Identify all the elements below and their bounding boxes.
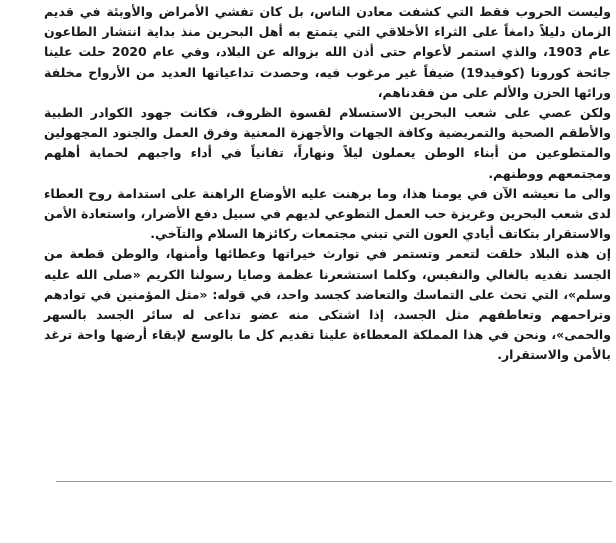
- paragraph-national-unity: إن هذه البلاد خلقت لتعمر وتستمر في توارث خيراتها وعطائها وأمنها، والوطن قطعة من الجسد نفديه بالغالي والنفيس، وكلما استشعرنا عظمة وصايا رسولنا الكريم «صلى الله عليه وسلم»، التي تحث على التماسك والتعاضد كجسد واحد، في قوله: «مثل المؤمنين في توادهم وتراحمهم وتعاطفهم مثل الجسد، إذا اشتكى منه عضو تداعى له سائر الجسد بالسهر والحمى»، ونحن في هذا المملكة المعطاءة علينا تقديم كل ما بالوسع لإبقاء أرضها واحة ترغد بالأمن والاستقرار.: [44, 246, 611, 363]
- article-body: [44, 2, 611, 366]
- paragraph-epidemics: وليست الحروب فقط التي كشفت معادن الناس، بل كان تفشي الأمراض والأوبئة في قديم الزمان دليلاً دامغاً على الثراء الأخلاقي التي يتمتع به أهل البحرين منذ بداية انتشار الطاعون عام 1903، والذي استمر لأعوام حتى أذن الله بزواله عن البلاد، وفي عام 2020 حلت علينا جائحة كورونا (كوفيد19) ضيفاً غير مرغوب فيه، وحصدت تداعياتها العديد من الأرواح مخلفة ورائها الحزن والألم على من فقدناهم،: [44, 4, 611, 100]
- paragraph-frontline-efforts: ولكن عصي على شعب البحرين الاستسلام لقسوة الظروف، فكانت جهود الكوادر الطبية والأطقم الصحية والتمريضية وكافة الجهات والأجهزة المعنية وفرق العمل والجنود المجهولين والمتطوعين من أبناء الوطن يعملون ليلاً ونهاراً، تفانياً في أداء واجبهم لحماية أهلهم ومجتمعهم ووطنهم.: [44, 105, 611, 181]
- bottom-divider: [56, 481, 612, 482]
- paragraph-volunteer-spirit: والى ما نعيشه الآن في يومنا هذا، وما برهنت عليه الأوضاع الراهنة على استدامة روح العطاء لدى شعب البحرين وغريزة حب العمل التطوعي لديهم في سبيل دفع الأضرار، واستعادة الأمن والاستقرار بتكاتف أيادي العون التي تبني مجتمعات ركائزها السلام والتآخي.: [44, 185, 611, 242]
